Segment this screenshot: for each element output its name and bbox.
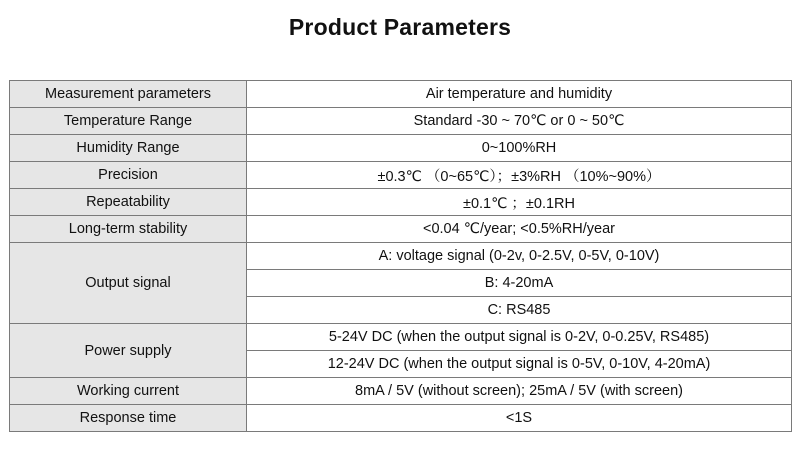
- table-row: [10, 243, 792, 270]
- parameters-table: [9, 80, 792, 432]
- parameter-name: Output signal: [10, 243, 247, 324]
- parameter-value: Standard -30 ~ 70℃ or 0 ~ 50℃: [247, 108, 792, 135]
- table-row: [10, 216, 792, 243]
- parameter-value: <0.04 ℃/year; <0.5%RH/year: [247, 216, 792, 243]
- parameter-value: B: 4-20mA: [247, 270, 792, 297]
- parameter-value: ±0.3℃ （0~65℃）；±3%RH （10%~90%）: [247, 162, 792, 189]
- parameter-name: Humidity Range: [10, 135, 247, 162]
- table-row: [10, 162, 792, 189]
- parameter-value: 0~100%RH: [247, 135, 792, 162]
- parameter-value: 8mA / 5V (without screen); 25mA / 5V (with screen): [247, 378, 792, 405]
- parameter-name: Long-term stability: [10, 216, 247, 243]
- parameter-value: A: voltage signal (0-2v, 0-2.5V, 0-5V, 0-10V): [247, 243, 792, 270]
- page-title: Product Parameters: [288, 14, 512, 40]
- parameter-name: Working current: [10, 378, 247, 405]
- parameter-value: 12-24V DC (when the output signal is 0-5V, 0-10V, 4-20mA): [247, 351, 792, 378]
- table-row: [10, 81, 792, 108]
- parameter-name: Power supply: [10, 324, 247, 378]
- parameter-value: C: RS485: [247, 297, 792, 324]
- parameter-value: 5-24V DC (when the output signal is 0-2V, 0-0.25V, RS485): [247, 324, 792, 351]
- table-row: [10, 135, 792, 162]
- parameter-name: Precision: [10, 162, 247, 189]
- table-row: [10, 189, 792, 216]
- table-row: [10, 108, 792, 135]
- parameter-name: Temperature Range: [10, 108, 247, 135]
- parameter-name: Response time: [10, 405, 247, 432]
- parameter-name: Measurement parameters: [10, 81, 247, 108]
- parameter-name: Repeatability: [10, 189, 247, 216]
- parameter-value: ±0.1℃ ；±0.1RH: [247, 189, 792, 216]
- parameter-value: <1S: [247, 405, 792, 432]
- table-row: [10, 324, 792, 351]
- parameter-value: Air temperature and humidity: [247, 81, 792, 108]
- table-row: [10, 405, 792, 432]
- table-row: [10, 378, 792, 405]
